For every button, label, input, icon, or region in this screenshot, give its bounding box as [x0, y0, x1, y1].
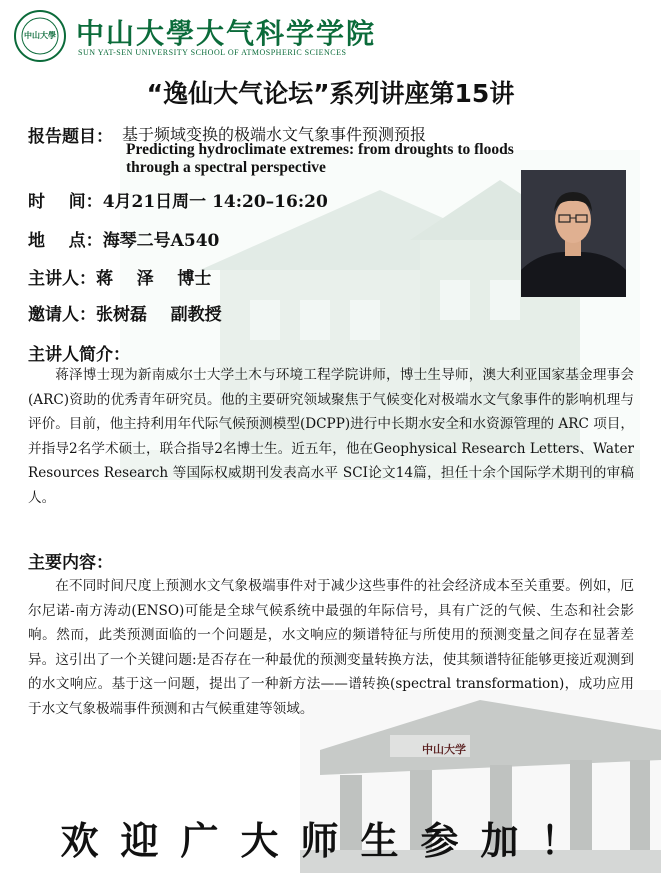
- time-value: 4月21日周一 14:20–16:20: [102, 192, 328, 212]
- place-value: 海琴二号A540: [102, 231, 220, 251]
- logo-text: 中山大學: [24, 30, 56, 40]
- place-label: 地 点：: [28, 231, 103, 251]
- place-row: [28, 226, 219, 251]
- welcome-text: 欢迎广大师生参加！: [60, 818, 601, 863]
- poster-title: “逸仙大气论坛”系列讲座第15讲: [146, 79, 515, 108]
- university-name-en: SUN YAT-SEN UNIVERSITY SCHOOL OF ATMOSPHERIC SCIENCES: [78, 48, 347, 57]
- speaker-value: 蒋 泽 博士: [96, 269, 212, 289]
- topic-label: 报告题目：: [28, 127, 113, 147]
- speaker-photo: [521, 170, 626, 297]
- university-name-cn: 中山大學大气科学学院: [76, 17, 377, 50]
- bio-heading: 主讲人简介：: [28, 345, 130, 365]
- bio-text: 蒋泽博士现为新南威尔士大学土木与环境工程学院讲师，博士生导师，澳大利亚国家基金理事会(ARC)资助的优秀青年研究员。他的主要研究领域聚焦于气候变化对极端水文气象事件的影响机理与评价。目前，他主持利用年代际气候预测模型(DCPP)进行中长期水安全和水资源管理的 ARC 项目，并指导2名学术硕士，联合指导2名博士生。近五年，他在Geophysical Research Letters、Water Resources Research 等国际权威期刊发表高水平 SCI论文14篇，担任十余个国际学术期刊的审稿人。: [28, 367, 634, 506]
- inviter-row: [28, 300, 222, 325]
- content-heading: 主要内容：: [28, 553, 113, 573]
- time-label: 时 间：: [28, 192, 103, 212]
- gate-plaque: 中山大学: [422, 743, 466, 756]
- content-text: 在不同时间尺度上预测水文气象极端事件对于减少这些事件的社会经济成本至关重要。例如，厄尔尼诺-南方涛动(ENSO)可能是全球气候系统中最强的年际信号，具有广泛的气候、生态和社会影响。然而，此类预测面临的一个问题是，水文响应的频谱特征与所使用的预测变量之间存在显著差异。这引出了一个关键问题:是否存在一种最优的预测变量转换方法，使其频谱特征能够更接近观测到的水文响应。基于这一问题，提出了一种新方法——谱转换(spectral transformation)，成功应用于水文气象极端事件预测和古气候重建等领域。: [28, 578, 634, 717]
- time-row: [28, 187, 328, 212]
- speaker-label: 主讲人：: [28, 269, 96, 289]
- inviter-label: 邀请人：: [28, 305, 96, 325]
- inviter-value: 张树磊 副教授: [96, 305, 222, 325]
- speaker-portrait-image: [521, 170, 626, 297]
- speaker-row: [28, 264, 211, 289]
- topic-cn: 基于频域变换的极端水文气象事件预测预报: [122, 125, 427, 144]
- topic-en: Predicting hydroclimate extremes: from droughts to floods through a spectral perspective: [126, 141, 514, 176]
